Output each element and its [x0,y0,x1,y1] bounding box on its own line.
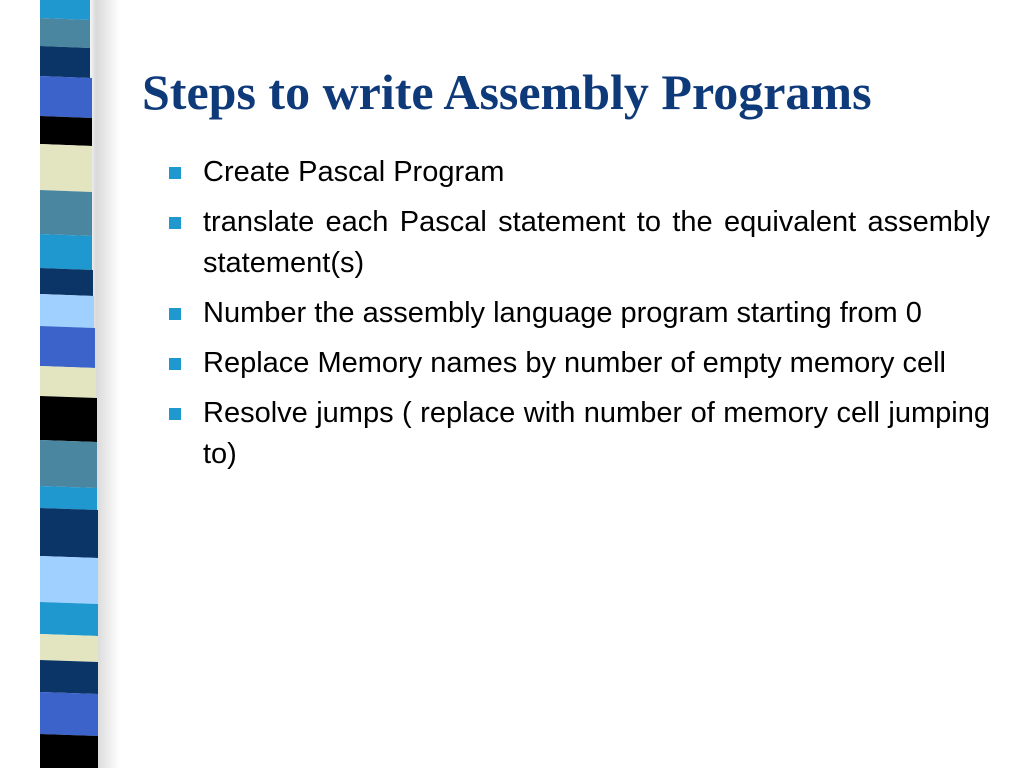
bullet-text: translate each Pascal statement to the equivalent assembly statement(s) [203,206,990,279]
square-bullet-icon [169,308,181,320]
slide-title: Steps to write Assembly Programs [142,64,872,120]
striped-bar-decoration [0,0,120,768]
list-item [160,393,990,475]
bullet-text: Resolve jumps ( replace with number of memory cell jumping to) [203,397,990,470]
bullet-text: Replace Memory names by number of empty memory cell [203,347,946,379]
list-item [160,152,990,193]
square-bullet-icon [169,167,181,179]
bullet-text: Create Pascal Program [203,156,505,188]
bullet-list [160,152,990,484]
square-bullet-icon [169,217,181,229]
square-bullet-icon [169,408,181,420]
list-item [160,343,990,384]
list-item [160,293,990,334]
list-item [160,202,990,284]
bullet-text: Number the assembly language program starting from 0 [203,297,922,329]
square-bullet-icon [169,358,181,370]
